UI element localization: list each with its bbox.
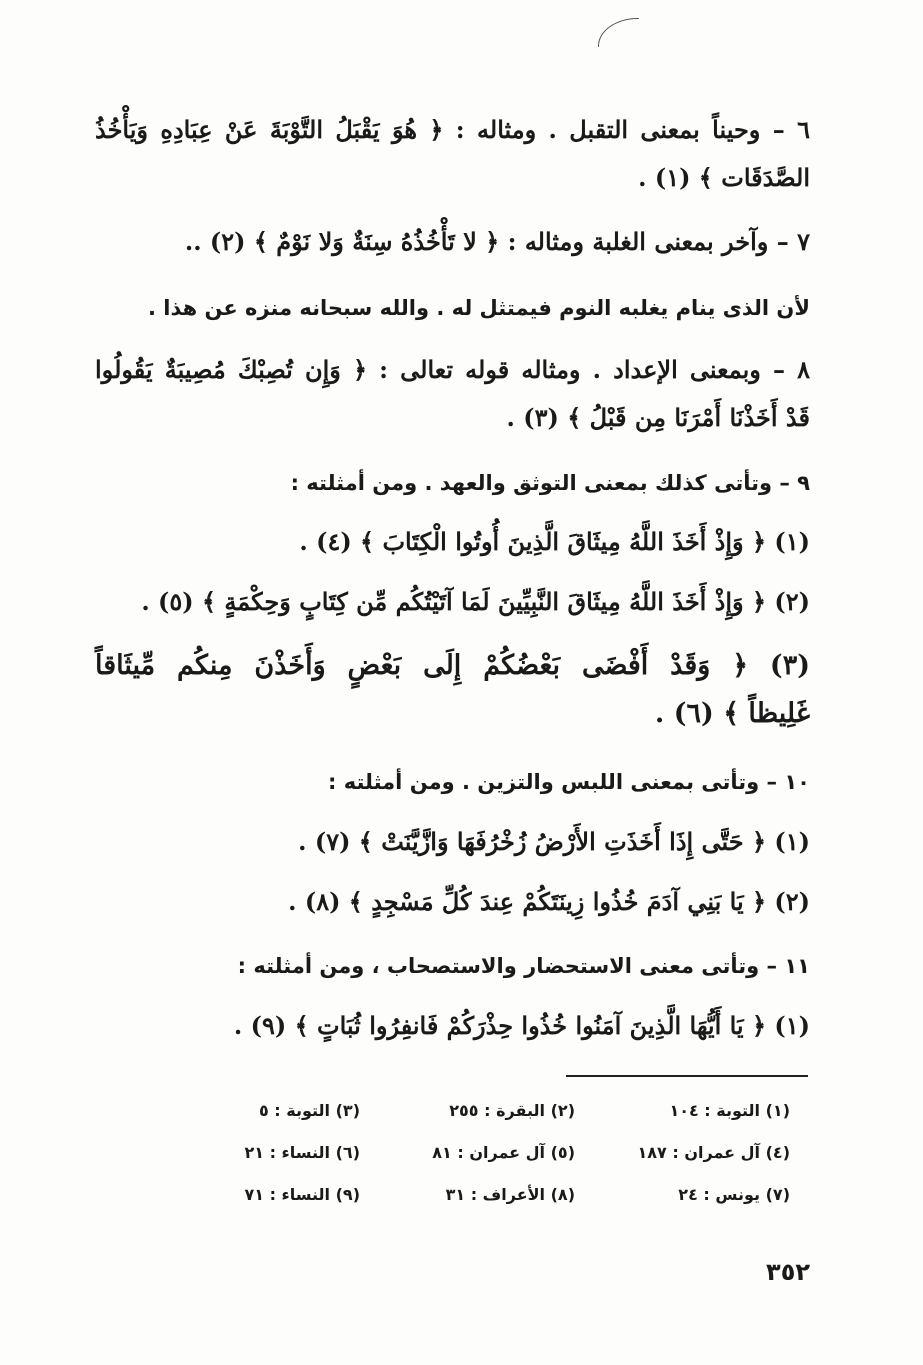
text-line: (١) ﴿ حَتَّى إِذَا أَخَذَتِ الأَرْضُ زُخْرُفَهَا وَازَّيَّنَتْ ﴾ (٧) .	[298, 827, 810, 856]
footnote: (٤) آل عمران : ١٨٧	[637, 1143, 790, 1162]
footnote: (٧) يونس : ٢٤	[678, 1185, 790, 1204]
footnote: (٨) الأعراف : ٣١	[445, 1185, 575, 1204]
footnote-separator	[566, 1075, 808, 1077]
text-line: ٩ – وتأتى كذلك بمعنى التوثق والعهد . ومن أمثلته :	[290, 471, 810, 495]
text-line: (١) ﴿ يَا أَيُّهَا الَّذِينَ آمَنُوا خُذُوا حِذْرَكُمْ فَانفِرُوا ثُبَاتٍ ﴾ (٩) .	[233, 1011, 810, 1040]
footnote: (٩) النساء : ٧١	[244, 1185, 360, 1204]
text-line: ٨ – وبمعنى الإعداد . ومثاله قوله تعالى : ﴿ وَإِن تُصِبْكَ مُصِيبَةٌ يَقُولُوا	[95, 355, 810, 384]
footnote: (٦) النساء : ٢١	[244, 1143, 360, 1162]
text-line: (٣) ﴿ وَقَدْ أَفْضَى بَعْضُكُمْ إِلَى بَعْضٍ وَأَخَذْنَ مِنكُم مِّيثَاقاً	[95, 650, 810, 681]
text-line: ٧ – وآخر بمعنى الغلبة ومثاله : ﴿ لا تَأْخُذُهُ سِنَةٌ وَلا نَوْمٌ ﴾ (٢) ..	[184, 227, 810, 256]
text-line: (١) ﴿ وَإِذْ أَخَذَ اللَّهُ مِيثَاقَ الَّذِينَ أُوتُوا الْكِتَابَ ﴾ (٤) .	[299, 527, 810, 556]
footnote: (٣) التوبة : ٥	[258, 1101, 360, 1120]
text-line: ١١ – وتأتى معنى الاستحضار والاستصحاب ، ومن أمثلته :	[237, 954, 810, 978]
text-line: (٢) ﴿ وَإِذْ أَخَذَ اللَّهُ مِيثَاقَ النَّبِيِّينَ لَمَا آتَيْتُكُم مِّن كِتَابٍ وَحِكْمَةٍ ﴾ (٥) .	[141, 587, 810, 616]
footnote: (١) التوبة : ١٠٤	[669, 1101, 790, 1120]
page-number: ٣٥٢	[766, 1258, 810, 1286]
text-line: ٦ – وحيناً بمعنى التقبل . ومثاله : ﴿ هُوَ يَقْبَلُ التَّوْبَةَ عَنْ عِبَادِهِ وَيَأْخُذُ	[95, 115, 810, 144]
pencil-mark	[598, 18, 639, 47]
footnote: (٢) البقرة : ٢٥٥	[449, 1101, 575, 1120]
footnotes	[160, 1097, 790, 1209]
text-line: غَلِيظاً ﴾ (٦) .	[654, 698, 810, 729]
text-line: ١٠ – وتأتى بمعنى اللبس والتزين . ومن أمثلته :	[328, 770, 810, 794]
text-line: (٢) ﴿ يَا بَنِي آدَمَ خُذُوا زِينَتَكُمْ عِندَ كُلِّ مَسْجِدٍ ﴾ (٨) .	[288, 887, 810, 916]
text-line: قَدْ أَخَذْنَا أَمْرَنَا مِن قَبْلُ ﴾ (٣) .	[506, 403, 810, 432]
text-line: لأن الذى ينام يغلبه النوم فيمتثل له . والله سبحانه منزه عن هذا .	[148, 296, 810, 320]
text-line: الصَّدَقَات ﴾ (١) .	[638, 163, 810, 192]
footnote: (٥) آل عمران : ٨١	[432, 1143, 575, 1162]
